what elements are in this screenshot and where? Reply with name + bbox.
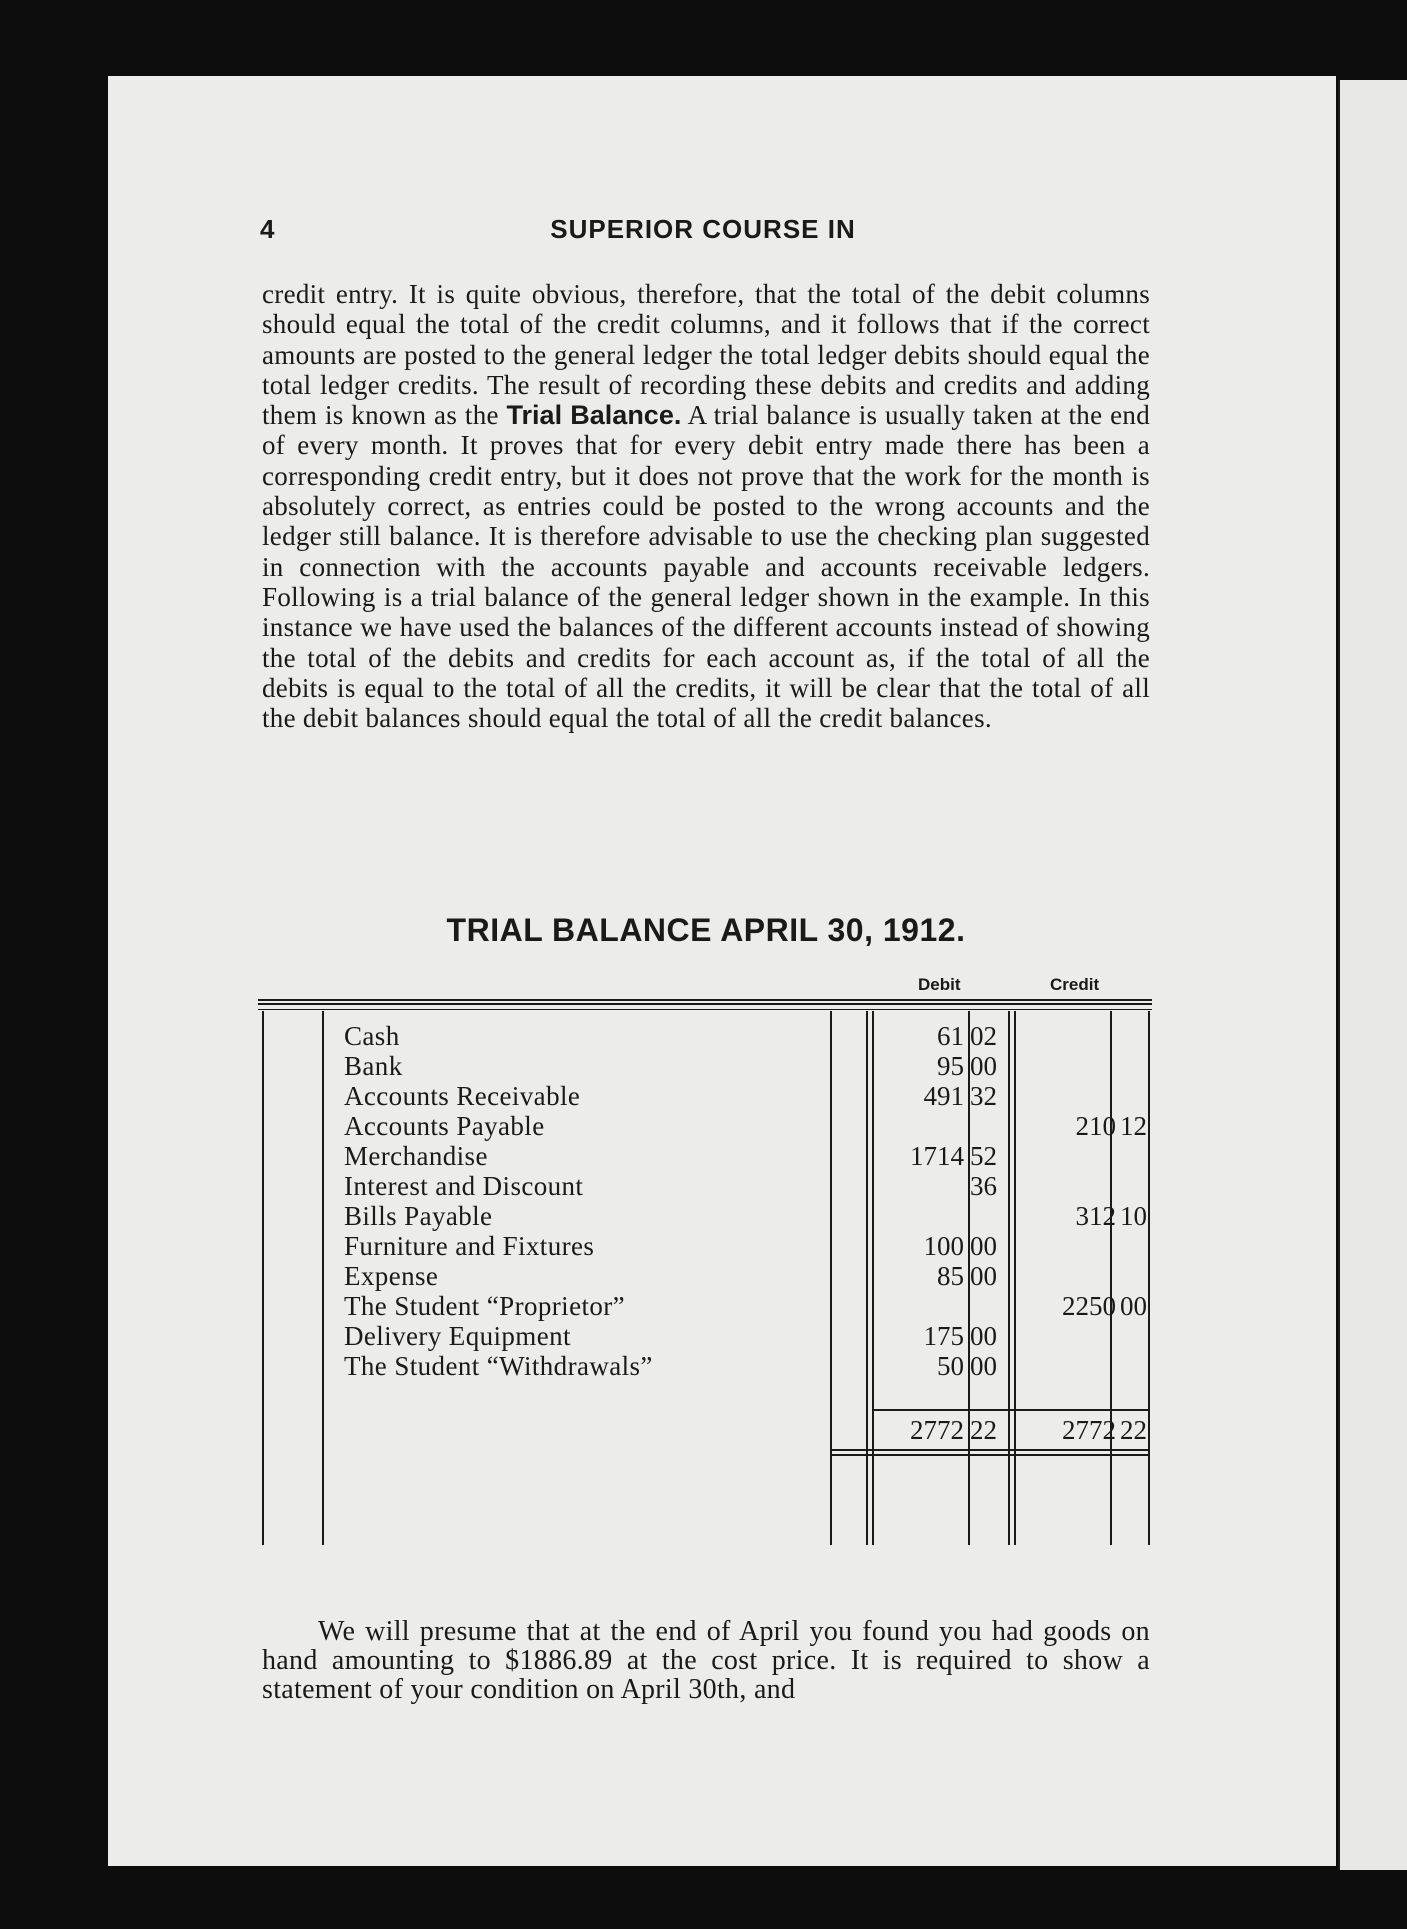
total-rule [830, 1449, 1150, 1451]
debit-dollars: 100 [923, 1231, 964, 1261]
credit-cents: 10 [1120, 1201, 1147, 1231]
account-name: Bank [344, 1051, 403, 1081]
trial-balance-table [258, 975, 1152, 1555]
debit-dollars: 1714 [910, 1141, 964, 1171]
table-row [258, 1141, 1152, 1171]
facing-page [1340, 80, 1407, 1870]
debit-dollars: 85 [937, 1261, 964, 1291]
totals-row [258, 1415, 1152, 1445]
page-header [260, 214, 1146, 248]
debit-cents: 00 [970, 1051, 997, 1081]
total-debit-dollars: 2772 [910, 1415, 964, 1445]
account-name: The Student “Proprietor” [344, 1291, 626, 1321]
table-row [258, 1231, 1152, 1261]
table-row [258, 1321, 1152, 1351]
credit-dollars: 2250 [1062, 1291, 1116, 1321]
account-name: Delivery Equipment [344, 1321, 571, 1351]
table-row [258, 1261, 1152, 1291]
credit-cents: 00 [1120, 1291, 1147, 1321]
debit-cents: 32 [970, 1081, 997, 1111]
total-credit-dollars: 2772 [1062, 1415, 1116, 1445]
debit-dollars: 175 [923, 1321, 964, 1351]
total-debit-cents: 22 [970, 1415, 997, 1445]
table-row [258, 1081, 1152, 1111]
account-name: Cash [344, 1021, 400, 1051]
debit-dollars: 95 [937, 1051, 964, 1081]
table-row [258, 1021, 1152, 1051]
header-rule [258, 999, 1152, 1001]
table-row [258, 1171, 1152, 1201]
debit-cents: 00 [970, 1261, 997, 1291]
table-row [258, 1111, 1152, 1141]
body-paragraph-2: We will presume that at the end of April you found you had goods on hand amounting to $1886.89 at the cost price. It is required to show a statement of your condition on April 30th, and [262, 1616, 1150, 1705]
account-name: Accounts Receivable [344, 1081, 581, 1111]
credit-cents: 12 [1120, 1111, 1147, 1141]
account-name: Expense [344, 1261, 439, 1291]
debit-cents: 02 [970, 1021, 997, 1051]
running-head: SUPERIOR COURSE IN [550, 214, 856, 244]
account-name: Merchandise [344, 1141, 488, 1171]
account-name: Bills Payable [344, 1201, 493, 1231]
credit-dollars: 312 [1075, 1201, 1116, 1231]
table-row [258, 1351, 1152, 1381]
body-paragraph-1 [262, 279, 1150, 733]
page-number: 4 [260, 214, 275, 244]
account-name: Accounts Payable [344, 1111, 545, 1141]
debit-dollars: 491 [923, 1081, 964, 1111]
debit-dollars: 61 [937, 1021, 964, 1051]
table-row [258, 1291, 1152, 1321]
account-name: Interest and Discount [344, 1171, 584, 1201]
paragraph-text: A trial balance is usually taken at the end of every month. It proves that for every debit entry made there has been a corresponding credit entry, but it does not prove that the work for the month is absolutely correct, as entries could be posted to the wrong accounts and the ledger still balance. It is therefore advisable to use the checking plan suggested in connection with the accounts payable and accounts receivable ledgers. Following is a trial balance of the general ledger shown in the example. In this instance we have used the balances of the different accounts instead of showing the total of the debits and credits for each account as, if the total of all the debits is equal to the total of all the credits, it will be clear that the total of all the debit balances should equal the total of all the credit balances. [262, 400, 1150, 734]
table-row [258, 1201, 1152, 1231]
credit-column-header: Credit [1050, 975, 1100, 994]
table-row [258, 1051, 1152, 1081]
debit-dollars: 50 [937, 1351, 964, 1381]
header-rule [258, 1003, 1152, 1005]
debit-cents: 36 [970, 1171, 997, 1201]
debit-cents: 00 [970, 1231, 997, 1261]
debit-column-header: Debit [918, 975, 961, 994]
total-rule [872, 1409, 1150, 1411]
header-rule [258, 1009, 1152, 1010]
debit-cents: 00 [970, 1321, 997, 1351]
debit-cents: 52 [970, 1141, 997, 1171]
credit-dollars: 210 [1075, 1111, 1116, 1141]
total-credit-cents: 22 [1120, 1415, 1147, 1445]
trial-balance-title: TRIAL BALANCE APRIL 30, 1912. [446, 912, 966, 948]
account-name: The Student “Withdrawals” [344, 1351, 653, 1381]
paragraph-text: credit entry. It is quite obvious, therefore, that the total of the debit columns should equal the total of the credit columns, and it follows that if the correct amounts are posted to the general ledger the total ledger debits should equal the total ledger credits. The result of recording these debits and credits and adding them is known as the [262, 279, 1150, 431]
total-rule [830, 1454, 1150, 1456]
account-name: Furniture and Fixtures [344, 1231, 595, 1261]
debit-cents: 00 [970, 1351, 997, 1381]
bold-term: Trial Balance. [506, 400, 682, 431]
